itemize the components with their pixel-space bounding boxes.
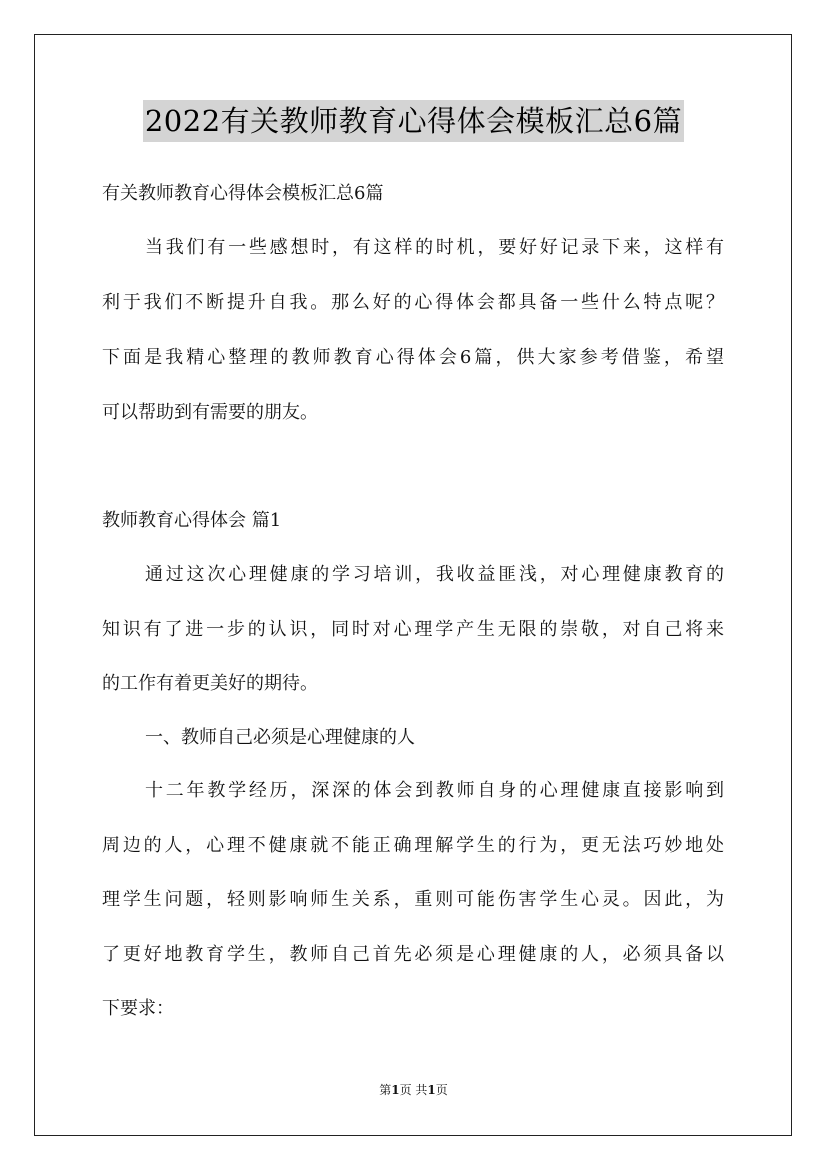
para1-line-1: 通过这次心理健康的学习培训，我收益匪浅，对心理健康教育的 — [145, 564, 724, 585]
para2-line-1: 十二年教学经历，深深的体会到教师自身的心理健康直接影响到 — [145, 780, 724, 801]
intro-line-1: 当我们有一些感想时，有这样的时机，要好好记录下来，这样有 — [145, 237, 724, 258]
para2-line-2: 周边的人，心理不健康就不能正确理解学生的行为，更无法巧妙地处 — [102, 835, 724, 856]
footer-current-page: 1 — [391, 1083, 400, 1097]
para2-line-3: 理学生问题，轻则影响师生关系，重则可能伤害学生心灵。因此，为 — [102, 889, 724, 910]
document-subtitle: 有关教师教育心得体会模板汇总6篇 — [102, 183, 384, 204]
intro-line-3: 下面是我精心整理的教师教育心得体会6篇，供大家参考借鉴，希望 — [102, 347, 724, 368]
document-title: 2022有关教师教育心得体会模板汇总6篇 — [143, 100, 684, 142]
footer-mid: 页 共 — [399, 1083, 428, 1097]
footer-prefix: 第 — [379, 1083, 392, 1097]
title-container — [0, 100, 827, 142]
intro-line-4: 可以帮助到有需要的朋友。 — [102, 402, 318, 423]
para1-line-3: 的工作有着更美好的期待。 — [102, 673, 318, 694]
section-heading: 教师教育心得体会 篇1 — [102, 510, 282, 531]
page-footer — [0, 1081, 827, 1099]
footer-total-pages: 1 — [427, 1083, 436, 1097]
intro-line-2: 利于我们不断提升自我。那么好的心得体会都具备一些什么特点呢？ — [102, 292, 724, 313]
footer-suffix: 页 — [435, 1083, 448, 1097]
para2-line-4: 了更好地教育学生，教师自己首先必须是心理健康的人，必须具备以 — [102, 944, 724, 965]
para1-line-2: 知识有了进一步的认识，同时对心理学产生无限的崇敬，对自己将来 — [102, 619, 724, 640]
point-heading: 一、教师自己必须是心理健康的人 — [145, 727, 415, 748]
para2-line-5: 下要求： — [102, 998, 174, 1019]
